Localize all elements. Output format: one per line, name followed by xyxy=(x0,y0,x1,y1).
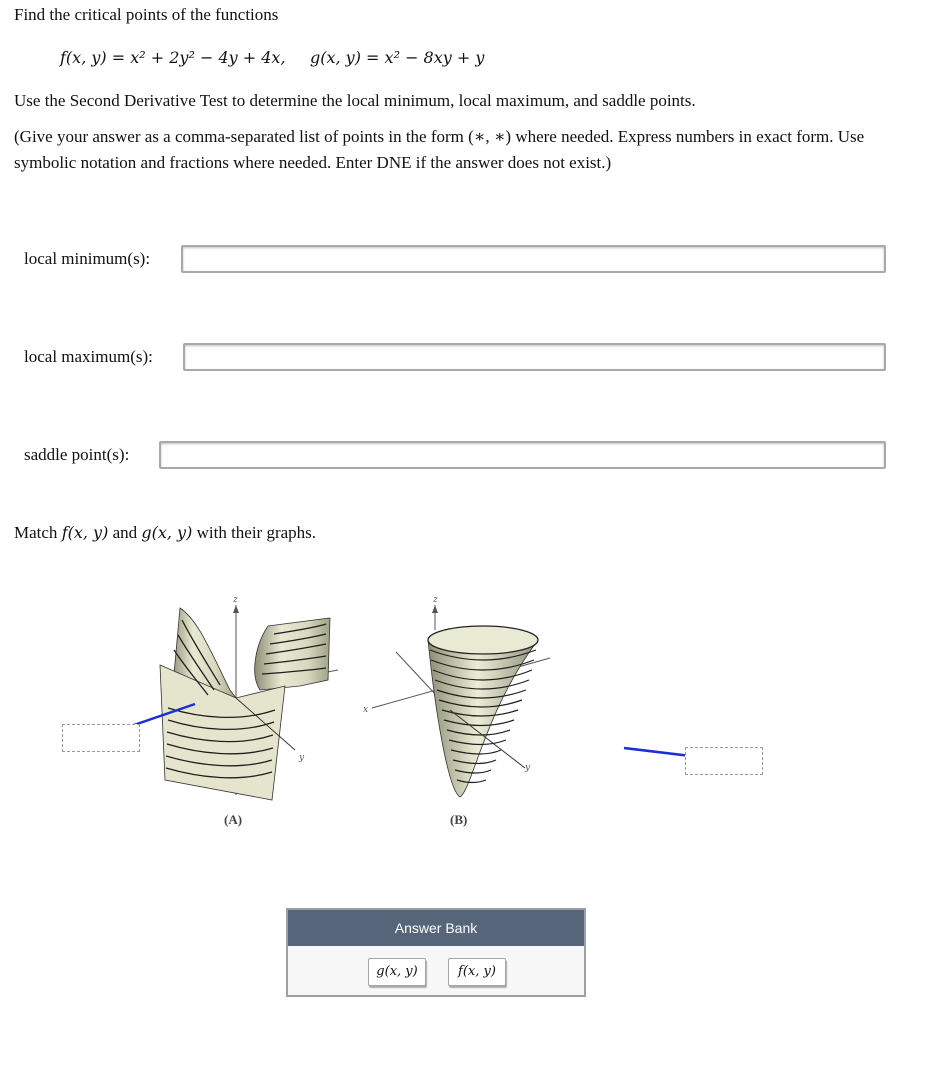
dropzone-graph-b[interactable] xyxy=(685,747,763,775)
graph-b-y-label: y xyxy=(525,763,531,773)
f-definition: f(x, y) = x² + 2y² − 4y + 4x, xyxy=(60,48,286,67)
note-line-1: (Give your answer as a comma-separated list of points in the form (∗, ∗) where needed. Express numbers in exact form. Use xyxy=(14,127,865,146)
graph-a-caption: (A) xyxy=(224,812,243,827)
connector-lines xyxy=(0,690,936,780)
match-prompt-start: Match xyxy=(14,523,62,542)
local-max-label: local maximum(s): xyxy=(24,347,153,366)
answer-bank xyxy=(286,908,586,997)
note-line-2: symbolic notation and fractions where needed. Enter DNE if the answer does not exist.) xyxy=(14,153,612,172)
dropzone-graph-a[interactable] xyxy=(62,724,140,752)
instruction-text: Use the Second Derivative Test to determine the local minimum, local maximum, and saddle points. xyxy=(14,91,696,110)
bank-item-f[interactable]: f(x, y) xyxy=(448,958,506,986)
match-prompt xyxy=(14,520,316,546)
bank-item-g[interactable]: g(x, y) xyxy=(368,958,426,986)
graph-a-y-label: y xyxy=(299,753,305,763)
local-min-label: local minimum(s): xyxy=(24,249,151,268)
match-f: f(x, y) xyxy=(61,523,109,542)
graph-a-z-label: z xyxy=(233,595,238,605)
answer-bank-title: Answer Bank xyxy=(288,910,584,946)
match-and: and xyxy=(108,523,142,542)
graph-b-z-label: z xyxy=(433,595,438,605)
g-definition: g(x, y) = x² − 8xy + y xyxy=(310,48,485,67)
graph-b-x-label: x xyxy=(363,705,369,715)
match-g: g(x, y) xyxy=(141,523,193,542)
problem-intro: Find the critical points of the functions xyxy=(14,5,279,24)
saddle-input[interactable] xyxy=(159,441,886,469)
match-prompt-end: with their graphs. xyxy=(192,523,317,542)
saddle-label: saddle point(s): xyxy=(24,445,130,464)
local-max-input[interactable] xyxy=(183,343,886,371)
graph-b-caption: (B) xyxy=(450,812,468,827)
local-min-input[interactable] xyxy=(181,245,886,273)
